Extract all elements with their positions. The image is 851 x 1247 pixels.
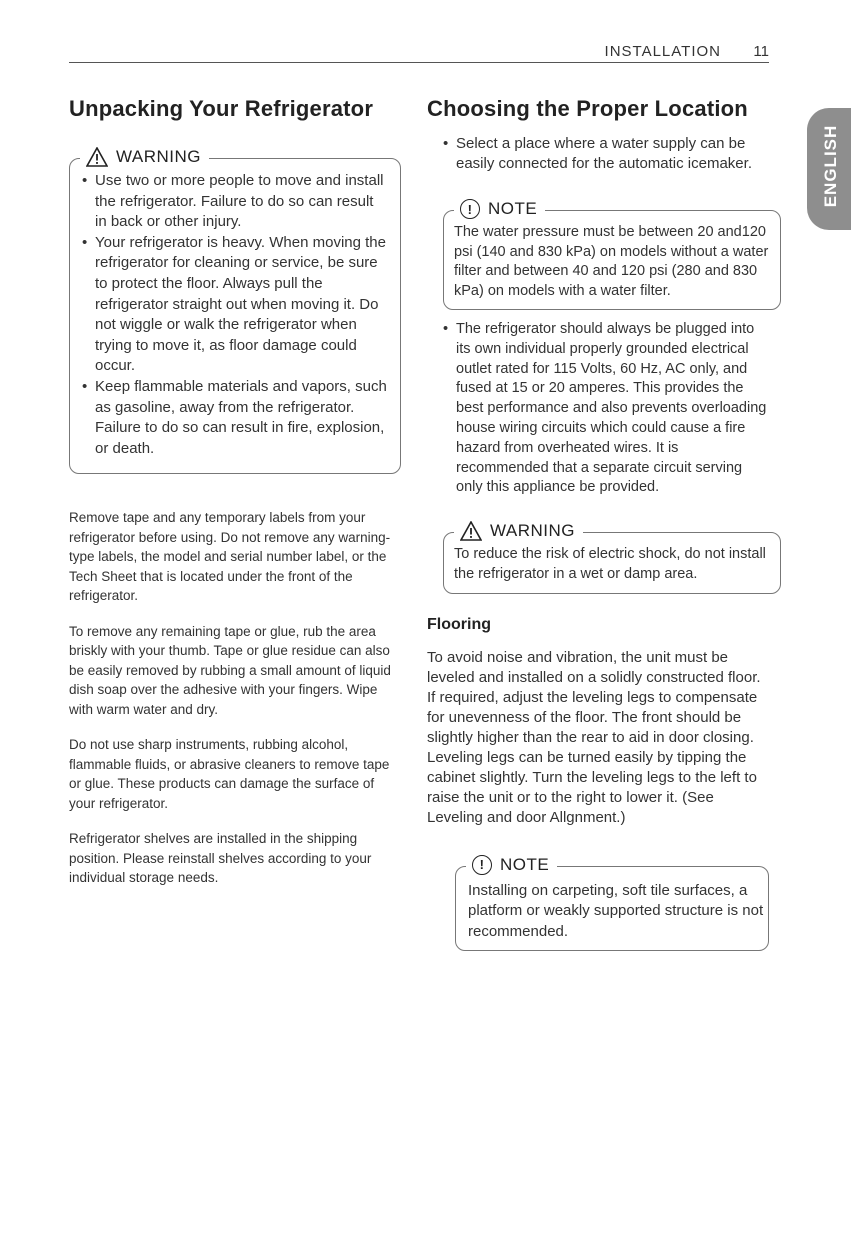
- warning-box-2-title: [454, 521, 583, 541]
- note-label: NOTE: [500, 854, 550, 874]
- note-box-title: [454, 199, 545, 219]
- warning-box-2: [443, 521, 781, 594]
- unpacking-heading: Unpacking Your Refrigerator: [69, 96, 374, 121]
- paragraph: To remove any remaining tape or glue, rub the area briskly with your thumb. Tape or glue residue can also be easily removed by rubbing a small amount of liquid dish soap over the adhesive with your fingers. Wipe with warm water and dry.: [69, 623, 391, 717]
- warning-box-title: [80, 147, 209, 167]
- paragraph: Refrigerator shelves are installed in the shipping position. Please reinstall shelves according to your individual storage needs.: [69, 831, 372, 886]
- warning-list: [82, 171, 388, 459]
- location-bullet-list-2: [427, 320, 769, 498]
- warning-triangle-icon: [86, 147, 108, 167]
- note-2-text: Installing on carpeting, soft tile surfaces, a platform or weakly supported structure is not recommended.: [468, 881, 764, 940]
- note-text: The water pressure must be between 20 and120 psi (140 and 830 kPa) on models without a water filter and between 40 and 120 psi (280 and 830 kPa) on models with a water filter.: [454, 224, 769, 299]
- note-exclamation-icon: !: [472, 855, 492, 875]
- warning-triangle-icon: [460, 521, 482, 541]
- flooring-text: To avoid noise and vibration, the unit must be leveled and installed on a solidly constructed floor. If required, adjust the leveling legs to compensate for unevenness of the floor. The front should be slightly higher than the rear to aid in door closing. Leveling legs can be turned easily by tipping the cabinet slightly. Turn the leveling legs to the left to raise the unit or to the right to lower it. (See Leveling and door Allgnment.): [427, 648, 761, 826]
- language-tab: [807, 108, 851, 230]
- warning-item: • Your refrigerator is heavy. When moving the refrigerator for cleaning or service, be sure to protect the floor. Always pull the refrigerator straight out when moving it. Do not wiggle or walk the refrigerator when trying to move it, as floor damage could occur.: [82, 233, 388, 377]
- warning-2-text: To reduce the risk of electric shock, do not install the refrigerator in a wet or damp area.: [454, 546, 766, 582]
- warning-item: • Keep flammable materials and vapors, such as gasoline, away from the refrigerator. Failure to do so can result in fire, explosion, or death.: [82, 377, 388, 459]
- location-bullet: • Select a place where a water supply can be easily connected for the automatic icemaker.: [443, 134, 769, 174]
- note-box-2-title: [466, 855, 557, 875]
- left-column: [69, 96, 401, 904]
- note-label: NOTE: [488, 199, 538, 218]
- paragraph: Remove tape and any temporary labels from your refrigerator before using. Do not remove any warning-type labels, the model and serial number label, or the Tech Sheet that is located under the front of the refrigerator.: [69, 510, 391, 604]
- page-number: 11: [753, 43, 769, 60]
- flooring-heading: Flooring: [427, 615, 491, 633]
- location-bullet: • The refrigerator should always be plugged into its own individual properly grounded electrical outlet rated for 115 Volts, 60 Hz, AC only, and fused at 15 or 20 amperes. This provides the best performance and also prevents overloading house wiring circuits which could cause a fire hazard from overheated wires. It is recommended that a separate circuit serving only this appliance be provided.: [443, 320, 769, 498]
- location-bullet-list: [427, 134, 769, 174]
- page-header: [69, 40, 769, 63]
- section-title: INSTALLATION: [604, 43, 721, 60]
- note-box: [443, 199, 781, 310]
- note-exclamation-icon: !: [460, 199, 480, 219]
- warning-box: [69, 147, 401, 474]
- location-heading: Choosing the Proper Location: [427, 96, 748, 121]
- language-tab-label: ENGLISH: [821, 124, 840, 208]
- unpacking-paragraphs: [69, 508, 401, 888]
- right-column: [427, 96, 769, 951]
- warning-item: • Use two or more people to move and install the refrigerator. Failure to do so can result in back or other injury.: [82, 171, 388, 233]
- warning-label: WARNING: [490, 521, 576, 541]
- warning-label: WARNING: [116, 147, 202, 166]
- note-box-2: [455, 854, 769, 952]
- paragraph: Do not use sharp instruments, rubbing alcohol, flammable fluids, or abrasive cleaners to remove tape or glue. These products can damage the surface of your refrigerator.: [69, 737, 390, 811]
